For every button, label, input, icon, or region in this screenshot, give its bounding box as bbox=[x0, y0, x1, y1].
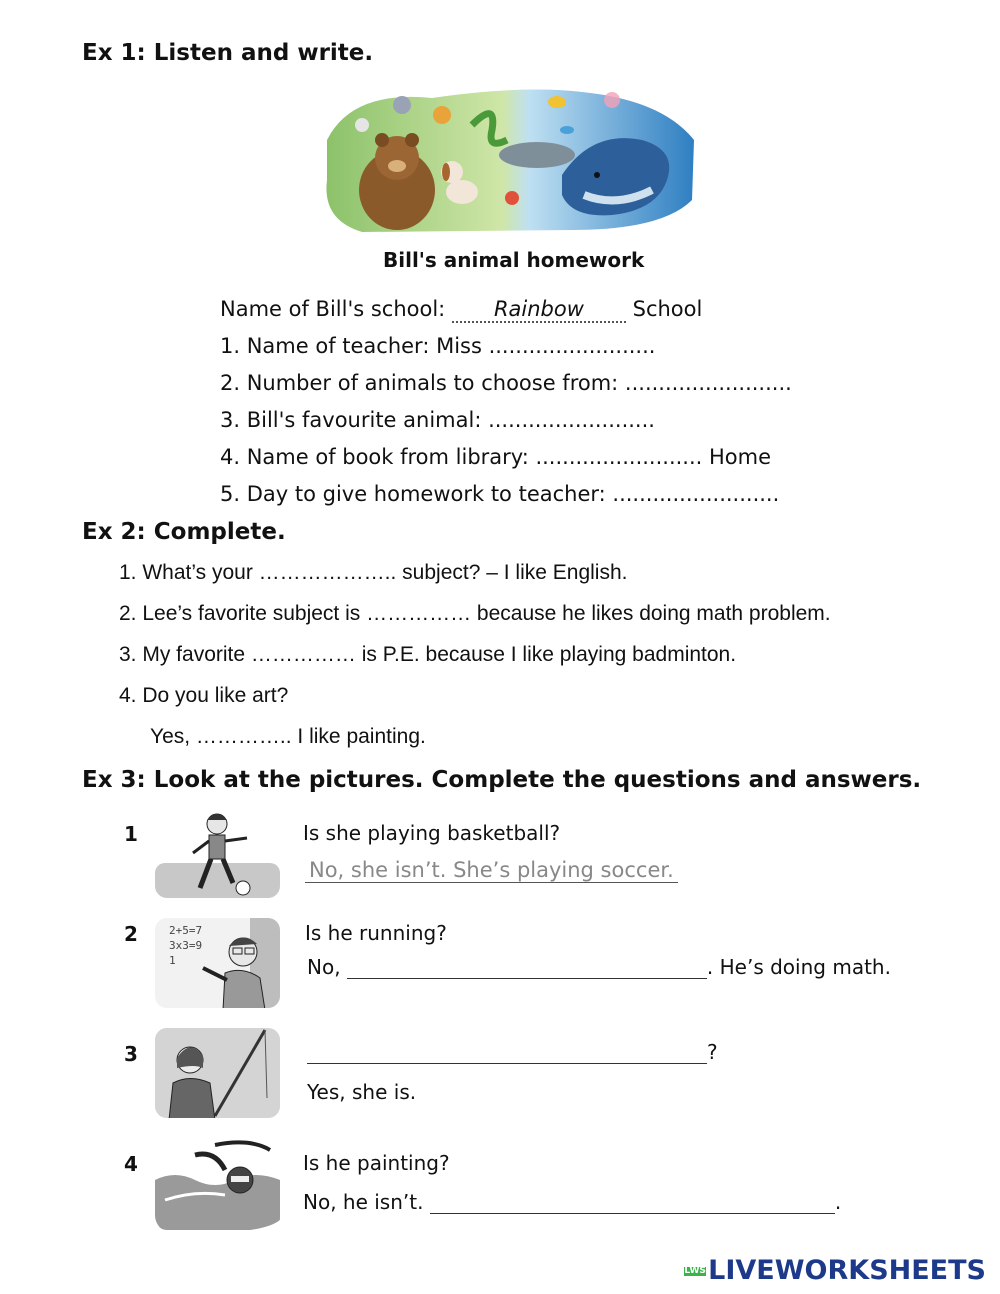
ex2-item-2[interactable] bbox=[119, 602, 831, 626]
boy-math-image bbox=[155, 918, 280, 1008]
school-answer-field[interactable]: Rainbow bbox=[452, 297, 626, 323]
ex2-num: 3. bbox=[119, 643, 137, 666]
ex3-num-4: 4 bbox=[124, 1152, 138, 1176]
ex3-answer-1-wrap bbox=[305, 858, 678, 882]
boy-swimming-image bbox=[155, 1140, 280, 1230]
ex2-text: My favorite …………… is P.E. because I like playing badminton. bbox=[142, 643, 737, 666]
ex1-line-3[interactable]: 3. Bill's favourite animal: ......................... bbox=[220, 408, 655, 432]
ex3-answer-2-blank[interactable] bbox=[347, 958, 707, 979]
girl-soccer-image bbox=[155, 808, 280, 898]
ex3-question-4: Is he painting? bbox=[303, 1151, 450, 1175]
logo-mark-icon: LWS bbox=[684, 1266, 706, 1276]
ex3-question-3-blank[interactable] bbox=[307, 1043, 707, 1064]
school-label: Name of Bill's school: bbox=[220, 297, 446, 321]
ex3-answer-4-line bbox=[303, 1190, 841, 1214]
svg-text:2+5=7: 2+5=7 bbox=[169, 924, 203, 937]
ex3-question-3-suffix: ? bbox=[707, 1040, 718, 1064]
ex1-line-1[interactable]: 1. Name of teacher: Miss ......................... bbox=[220, 334, 656, 358]
ex3-question-2: Is he running? bbox=[305, 921, 447, 945]
animals-illustration bbox=[322, 80, 698, 238]
ex3-answer-3: Yes, she is. bbox=[307, 1080, 417, 1104]
ex2-heading: Ex 2: Complete. bbox=[82, 519, 286, 545]
ex2-text: Lee’s favorite subject is …………… because he likes doing math problem. bbox=[142, 602, 831, 625]
ex3-answer-1[interactable]: No, she isn’t. She’s playing soccer. bbox=[305, 858, 678, 883]
ex2-text: Do you like art? bbox=[142, 684, 289, 707]
ex2-item-3[interactable] bbox=[119, 643, 736, 667]
ex3-heading: Ex 3: Look at the pictures. Complete the questions and answers. bbox=[82, 767, 922, 793]
ex1-line-school bbox=[220, 297, 702, 323]
girl-fishing-image bbox=[155, 1028, 280, 1118]
ex1-line-4[interactable]: 4. Name of book from library: ......................... Home bbox=[220, 445, 772, 469]
ex3-answer-4-blank[interactable] bbox=[430, 1193, 835, 1214]
ex1-subtitle: Bill's animal homework bbox=[383, 248, 645, 272]
ex1-line-2[interactable]: 2. Number of animals to choose from: ......................... bbox=[220, 371, 792, 395]
logo-text: LIVEWORKSHEETS bbox=[708, 1255, 986, 1286]
ex3-answer-4-suffix: . bbox=[834, 1190, 842, 1214]
ex2-item-4 bbox=[119, 684, 288, 708]
ex2-num: 4. bbox=[119, 684, 137, 707]
ex1-line-5[interactable]: 5. Day to give homework to teacher: ......................... bbox=[220, 482, 780, 506]
ex3-num-3: 3 bbox=[124, 1042, 138, 1066]
ex3-question-1: Is she playing basketball? bbox=[303, 821, 561, 845]
school-suffix: School bbox=[632, 297, 703, 321]
ex2-num: 1. bbox=[119, 561, 137, 584]
ex3-answer-2-prefix: No, bbox=[307, 955, 341, 979]
ex2-item-4-answer[interactable]: Yes, ………….. I like painting. bbox=[150, 725, 426, 748]
ex3-num-1: 1 bbox=[124, 822, 138, 846]
ex3-answer-2-suffix: . He’s doing math. bbox=[706, 955, 891, 979]
svg-text:3x3=9: 3x3=9 bbox=[169, 939, 203, 952]
ex3-question-3-line bbox=[307, 1040, 718, 1064]
ex2-text: What’s your ……………….. subject? – I like English. bbox=[142, 561, 628, 584]
ex3-answer-4-prefix: No, he isn’t. bbox=[303, 1190, 424, 1214]
ex3-num-2: 2 bbox=[124, 922, 138, 946]
ex2-num: 2. bbox=[119, 602, 137, 625]
svg-text:1: 1 bbox=[169, 954, 176, 967]
ex2-item-1[interactable] bbox=[119, 561, 627, 585]
ex1-heading: Ex 1: Listen and write. bbox=[82, 40, 374, 66]
liveworksheets-logo[interactable] bbox=[684, 1255, 986, 1286]
ex3-answer-2-line bbox=[307, 955, 891, 979]
